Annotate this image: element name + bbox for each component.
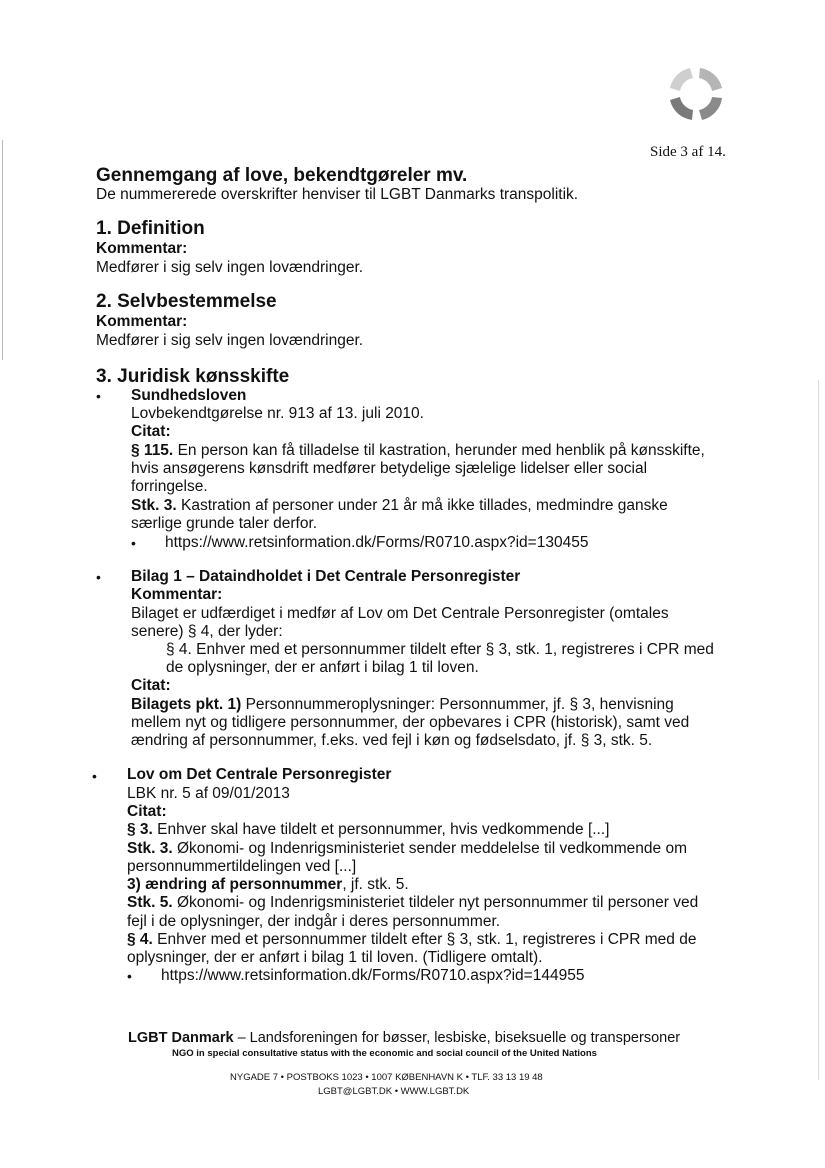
cpr-law-title: Lov om Det Centrale Personregister bbox=[127, 766, 392, 783]
item3-label: 3) ændring af personnummer bbox=[127, 876, 343, 893]
sundhedsloven-title: Sundhedsloven bbox=[131, 387, 247, 404]
section-2-comment-text: Medfører i sig selv ingen lovændringer. bbox=[96, 332, 364, 349]
footer-ngo: NGO in special consultative status with the economic and social council of the United Nations bbox=[172, 1048, 597, 1059]
bullet-icon: • bbox=[127, 968, 132, 984]
sundhedsloven-citat-label: Citat: bbox=[131, 423, 171, 440]
bullet-icon: • bbox=[131, 535, 136, 551]
footer-org: LGBT Danmark bbox=[128, 1030, 234, 1046]
section-1-heading: 1. Definition bbox=[96, 218, 205, 239]
section-1-comment-label: Kommentar: bbox=[96, 240, 188, 257]
footer-tagline: – Landsforeningen for bøsser, lesbiske, biseksuelle og transpersoner bbox=[233, 1030, 681, 1046]
section-2-heading: 2. Selvbestemmelse bbox=[96, 291, 277, 312]
page-number: Side 3 af 14. bbox=[650, 144, 726, 160]
stk5-text: Økonomi- og Indenrigsministeriet tildeler nyt personnummer til personer ved bbox=[176, 894, 699, 911]
bilag1-pkt-line2: mellem nyt og tidligere personnummer, der opbevares i CPR (historisk), samt ved bbox=[131, 714, 690, 731]
p4-label: § 4. bbox=[127, 931, 153, 948]
p3-label: § 3. bbox=[127, 821, 153, 838]
bilag1-line1: Bilaget er udfærdiget i medfør af Lov om Det Centrale Personregister (omtales bbox=[131, 605, 669, 622]
pkt-text: Personnummeroplysninger: Personnummer, jf. § 3, henvisning bbox=[245, 696, 674, 713]
logo-arc-bottom-right bbox=[699, 97, 722, 120]
cpr-law-stk5-line2: fejl i de oplysninger, der indgår i deres personnummer. bbox=[127, 913, 501, 930]
logo-arc-bottom-left bbox=[670, 97, 693, 120]
sundhedsloven-link[interactable]: https://www.retsinformation.dk/Forms/R0710.aspx?id=130455 bbox=[165, 534, 589, 551]
lgbt-logo-icon bbox=[660, 58, 732, 130]
intro-text: De nummererede overskrifter henviser til LGBT Danmarks transpolitik. bbox=[96, 186, 579, 203]
sundhedsloven-p115-line2: hvis ansøgerens kønsdrift medfører betydelige sjælelige lidelser eller social bbox=[131, 460, 648, 477]
scan-margin-line bbox=[2, 140, 3, 360]
bilag1-line2: senere) § 4, der lyder: bbox=[131, 623, 283, 640]
cpr-law-stk3-line2: personnummertildelingen ved [...] bbox=[127, 858, 357, 875]
stk3-label: Stk. 3. bbox=[127, 840, 173, 857]
bilag1-pkt-line1 bbox=[131, 696, 674, 714]
cpr-law-p3 bbox=[127, 821, 609, 839]
p4-text: Enhver med et personnummer tildelt efter § 3, stk. 1, registreres i CPR med de bbox=[157, 931, 697, 948]
item3-text: , jf. stk. 5. bbox=[342, 876, 409, 893]
section-3-heading: 3. Juridisk kønsskifte bbox=[96, 366, 290, 387]
bullet-icon: • bbox=[96, 388, 101, 404]
stk3-text: Økonomi- og Indenrigsministeriet sender meddelelse til vedkommende om bbox=[176, 840, 688, 857]
sundhedsloven-ref: Lovbekendtgørelse nr. 913 af 13. juli 2010. bbox=[131, 405, 424, 422]
p115-text: En person kan få tilladelse til kastration, herunder med henblik på kønsskifte, bbox=[177, 442, 705, 459]
footer-web[interactable]: LGBT@LGBT.DK • WWW.LGBT.DK bbox=[318, 1086, 470, 1097]
cpr-law-p4-line1 bbox=[127, 931, 696, 949]
stk5-label: Stk. 5. bbox=[127, 894, 173, 911]
bullet-icon: • bbox=[96, 569, 101, 585]
bullet-icon: • bbox=[92, 768, 97, 784]
stk3-label: Stk. 3. bbox=[131, 497, 177, 514]
bilag1-title: Bilag 1 – Dataindholdet i Det Centrale Personregister bbox=[131, 568, 521, 585]
bilag1-quote2: de oplysninger, der er anført i bilag 1 til loven. bbox=[166, 659, 479, 676]
stk3-text: Kastration af personer under 21 år må ikke tillades, medmindre ganske bbox=[180, 497, 668, 514]
cpr-law-ref: LBK nr. 5 af 09/01/2013 bbox=[127, 785, 290, 802]
sundhedsloven-stk3-line1 bbox=[131, 497, 668, 515]
sundhedsloven-p115-line3: forringelse. bbox=[131, 478, 208, 495]
document-title: Gennemgang af love, bekendtgøreler mv. bbox=[96, 165, 468, 186]
cpr-law-link[interactable]: https://www.retsinformation.dk/Forms/R0710.aspx?id=144955 bbox=[161, 967, 585, 984]
section-2-comment-label: Kommentar: bbox=[96, 313, 188, 330]
cpr-law-citat-label: Citat: bbox=[127, 803, 167, 820]
p3-text: Enhver skal have tildelt et personnummer, hvis vedkommende [...] bbox=[157, 821, 610, 838]
sundhedsloven-p115-line1 bbox=[131, 442, 705, 460]
cpr-law-p4-line2: oplysninger, der er anført i bilag 1 til loven. (Tidligere omtalt). bbox=[127, 949, 543, 966]
sundhedsloven-stk3-line2: særlige grunde taler derfor. bbox=[131, 515, 318, 532]
cpr-law-stk5-line1 bbox=[127, 894, 698, 912]
footer-address: NYGADE 7 • POSTBOKS 1023 • 1007 KØBENHAVN K • TLF. 33 13 19 48 bbox=[230, 1072, 543, 1083]
bilag1-comment-label: Kommentar: bbox=[131, 586, 223, 603]
cpr-law-item3 bbox=[127, 876, 409, 894]
logo-arc-top-right bbox=[699, 68, 722, 91]
pkt-label: Bilagets pkt. 1) bbox=[131, 696, 242, 713]
logo-arc-top-left bbox=[670, 68, 693, 91]
section-1-comment-text: Medfører i sig selv ingen lovændringer. bbox=[96, 259, 364, 276]
scan-margin-line-right bbox=[818, 380, 819, 1080]
bilag1-quote1: § 4. Enhver med et personnummer tildelt efter § 3, stk. 1, registreres i CPR med bbox=[166, 641, 714, 658]
cpr-law-stk3-line1 bbox=[127, 840, 687, 858]
p115-label: § 115. bbox=[131, 442, 174, 459]
footer-org-line bbox=[128, 1030, 680, 1046]
bilag1-pkt-line3: ændring af personnummer, f.eks. ved fejl i køn og fødselsdato, jf. § 3, stk. 5. bbox=[131, 732, 653, 749]
bilag1-citat-label: Citat: bbox=[131, 677, 171, 694]
